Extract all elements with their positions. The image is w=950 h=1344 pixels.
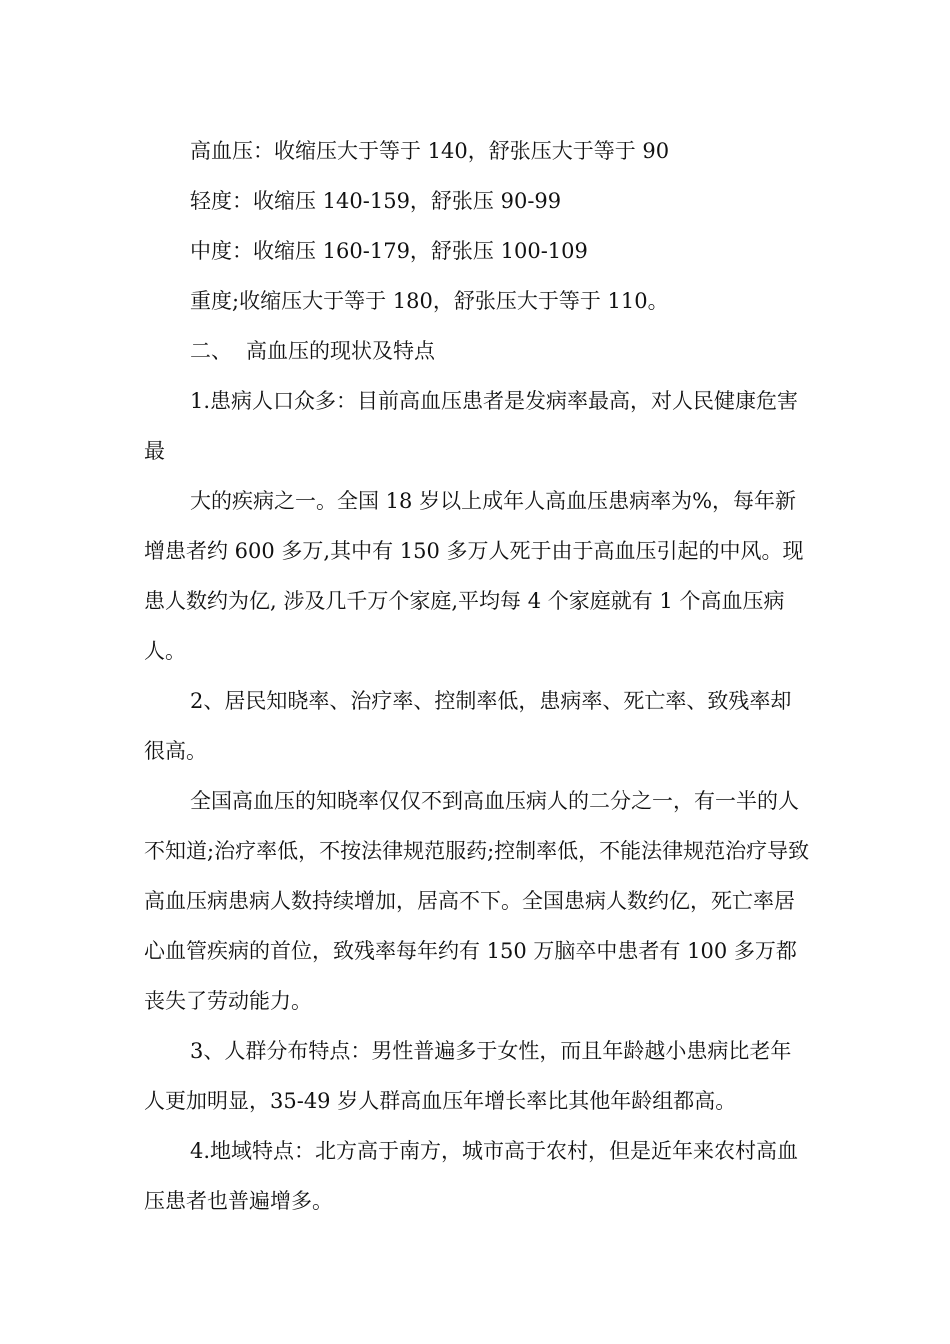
paragraph-4: 全国高血压的知晓率仅仅不到高血压病人的二分之一，有一半的人不知道;治疗率低，不按法律规范服药;控制率低，不能法律规范治疗导致高血压病患病人数持续增加，居高不下。全国患病人数约亿，死亡率居心血管疾病的首位，致残率每年约有 150 万脑卒中患者有 100 多万都丧失了劳动能力。 (144, 789, 810, 1013)
criteria-line-moderate: 中度：收缩压 160-179，舒张压 100-109 (190, 239, 588, 263)
paragraph-5: 3、人群分布特点：男性普遍多于女性，而且年龄越小患病比老年人更加明显，35-49 岁人群高血压年增长率比其他年龄组都高。 (144, 1039, 792, 1113)
criteria-line-mild: 轻度：收缩压 140-159，舒张压 90-99 (190, 189, 562, 213)
section-number: 二、 (190, 339, 232, 363)
section-heading (144, 326, 812, 376)
criteria-line-severe: 重度;收缩压大于等于 180，舒张压大于等于 110。 (190, 289, 669, 313)
paragraph-3: 2、居民知晓率、治疗率、控制率低，患病率、死亡率、致残率却很高。 (144, 689, 792, 763)
section-title: 高血压的现状及特点 (246, 339, 435, 363)
paragraph-2: 大的疾病之一。全国 18 岁以上成年人高血压患病率为%，每年新增患者约 600 多万,其中有 150 多万人死于由于高血压引起的中风。现患人数约为亿, 涉及几千万个家庭,平均每 4 个家庭就有 1 个高血压病人。 (144, 489, 804, 663)
document-body (144, 126, 812, 1226)
paragraph-1: 1.患病人口众多：目前高血压患者是发病率最高，对人民健康危害最 (144, 389, 799, 463)
criteria-line-hypertension: 高血压：收缩压大于等于 140，舒张压大于等于 90 (190, 139, 670, 163)
paragraph-6: 4.地域特点：北方高于南方，城市高于农村，但是近年来农村高血压患者也普遍增多。 (144, 1139, 799, 1213)
